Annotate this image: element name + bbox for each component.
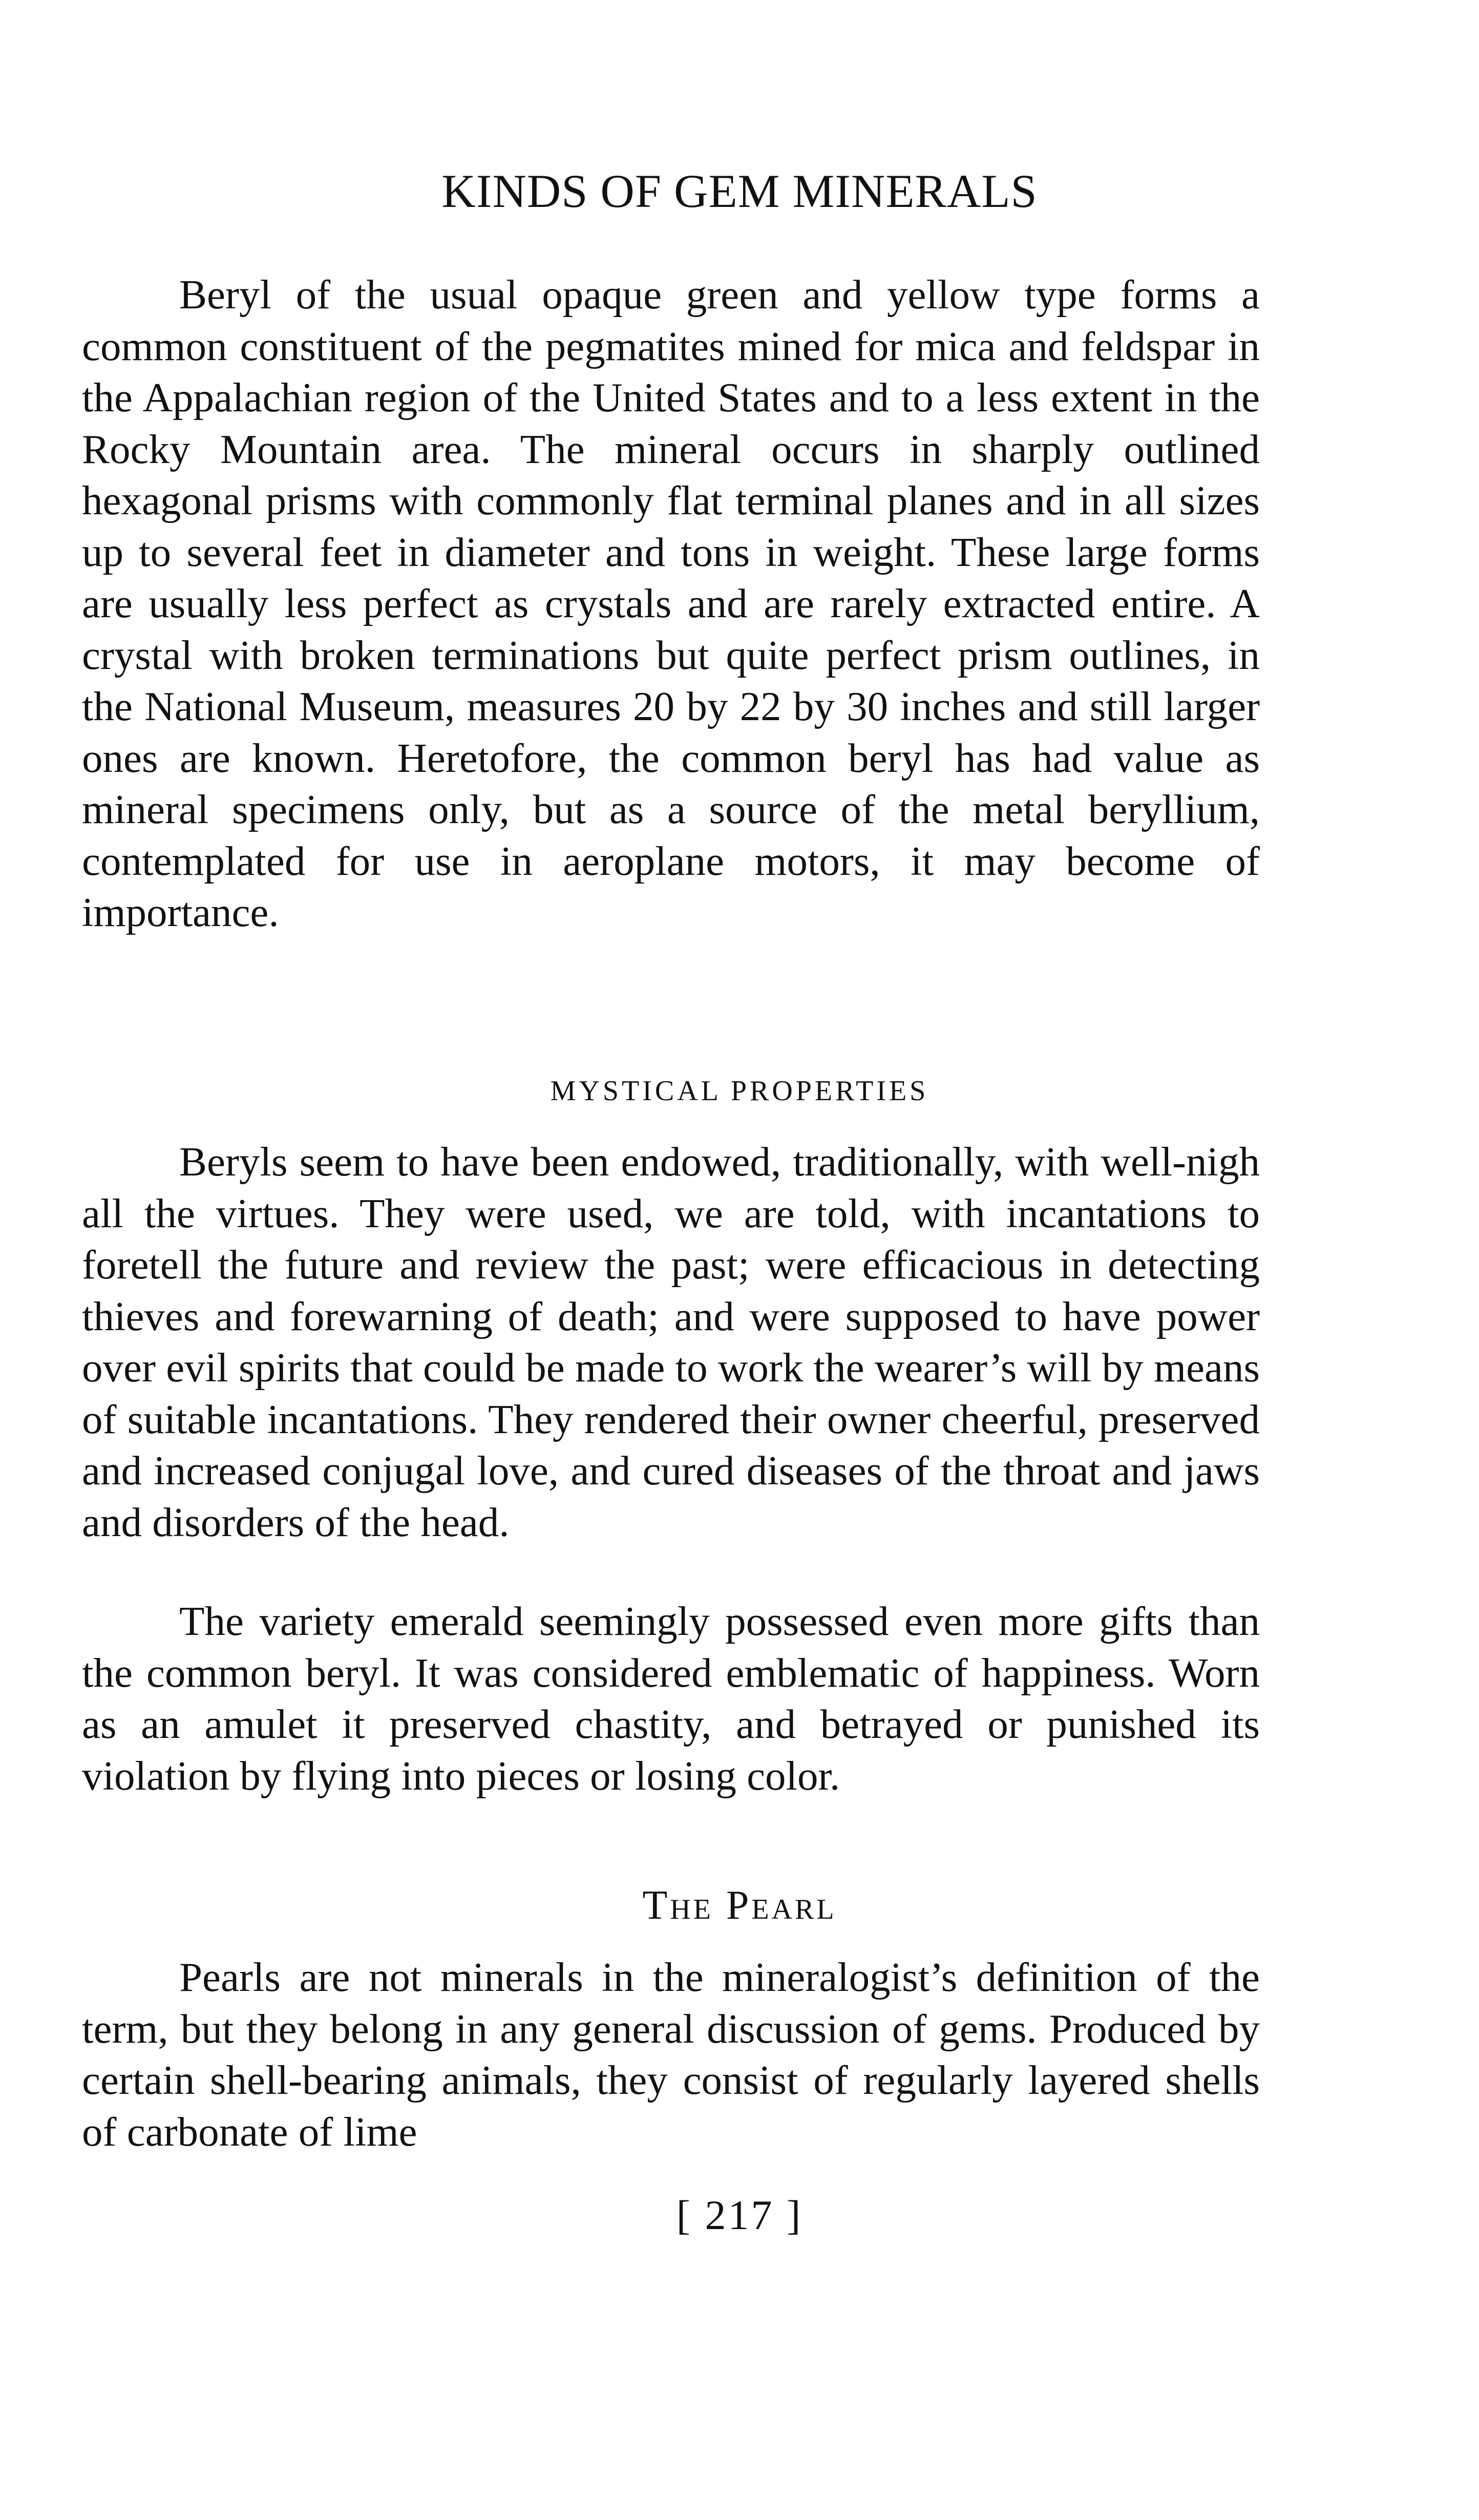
section-heading-the-pearl: The Pearl xyxy=(642,1883,837,1928)
paragraph-pearls: Pearls are not minerals in the mineralogist’s definition of the term, but they belong in any general discussion of gems. Produced by certain shell-bearing animals, they consist of regularly layered shells of carbonate of lime xyxy=(82,1954,1260,2155)
paragraph-beryl-virtues: Beryls seem to have been endowed, traditionally, with well-nigh all the virtues. They were used, we are told, with incantations to foretell the future and review the past; were efficacious in detecting thieves and forewarning of death; and were supposed to have power over evil spirits that could be made to work the wearer’s will by means of suitable incantations. They rendered their owner cheerful, preserved and increased conjugal love, and cured diseases of the throat and jaws and disorders of the head. xyxy=(82,1139,1260,1545)
page-number: [ 217 ] xyxy=(676,2192,803,2238)
section-heading-mystical-properties: MYSTICAL PROPERTIES xyxy=(550,1075,929,1107)
running-head: KINDS OF GEM MINERALS xyxy=(441,165,1038,217)
paragraph-beryl-common: Beryl of the usual opaque green and yellow type forms a common constituent of the pegmatites mined for mica and feldspar in the Appalachian region of the United States and to a less extent in the Rocky Mountain area. The mineral occurs in sharply outlined hexagonal prisms with commonly flat terminal planes and in all sizes up to several feet in diameter and tons in weight. These large forms are usually less perfect as crystals and are rarely extracted entire. A crystal with broken terminations but quite perfect prism outlines, in the National Museum, measures 20 by 22 by 30 inches and still larger ones are known. Heretofore, the common beryl has had value as mineral specimens only, but as a source of the metal beryllium, contemplated for use in aeroplane motors, it may become of importance. xyxy=(82,271,1260,935)
paragraph-emerald-gifts: The variety emerald seemingly possessed even more gifts than the common beryl. It was considered emblematic of happiness. Worn as an amulet it preserved chastity, and betrayed or punished its violation by flying into pieces or losing color. xyxy=(82,1598,1260,1799)
